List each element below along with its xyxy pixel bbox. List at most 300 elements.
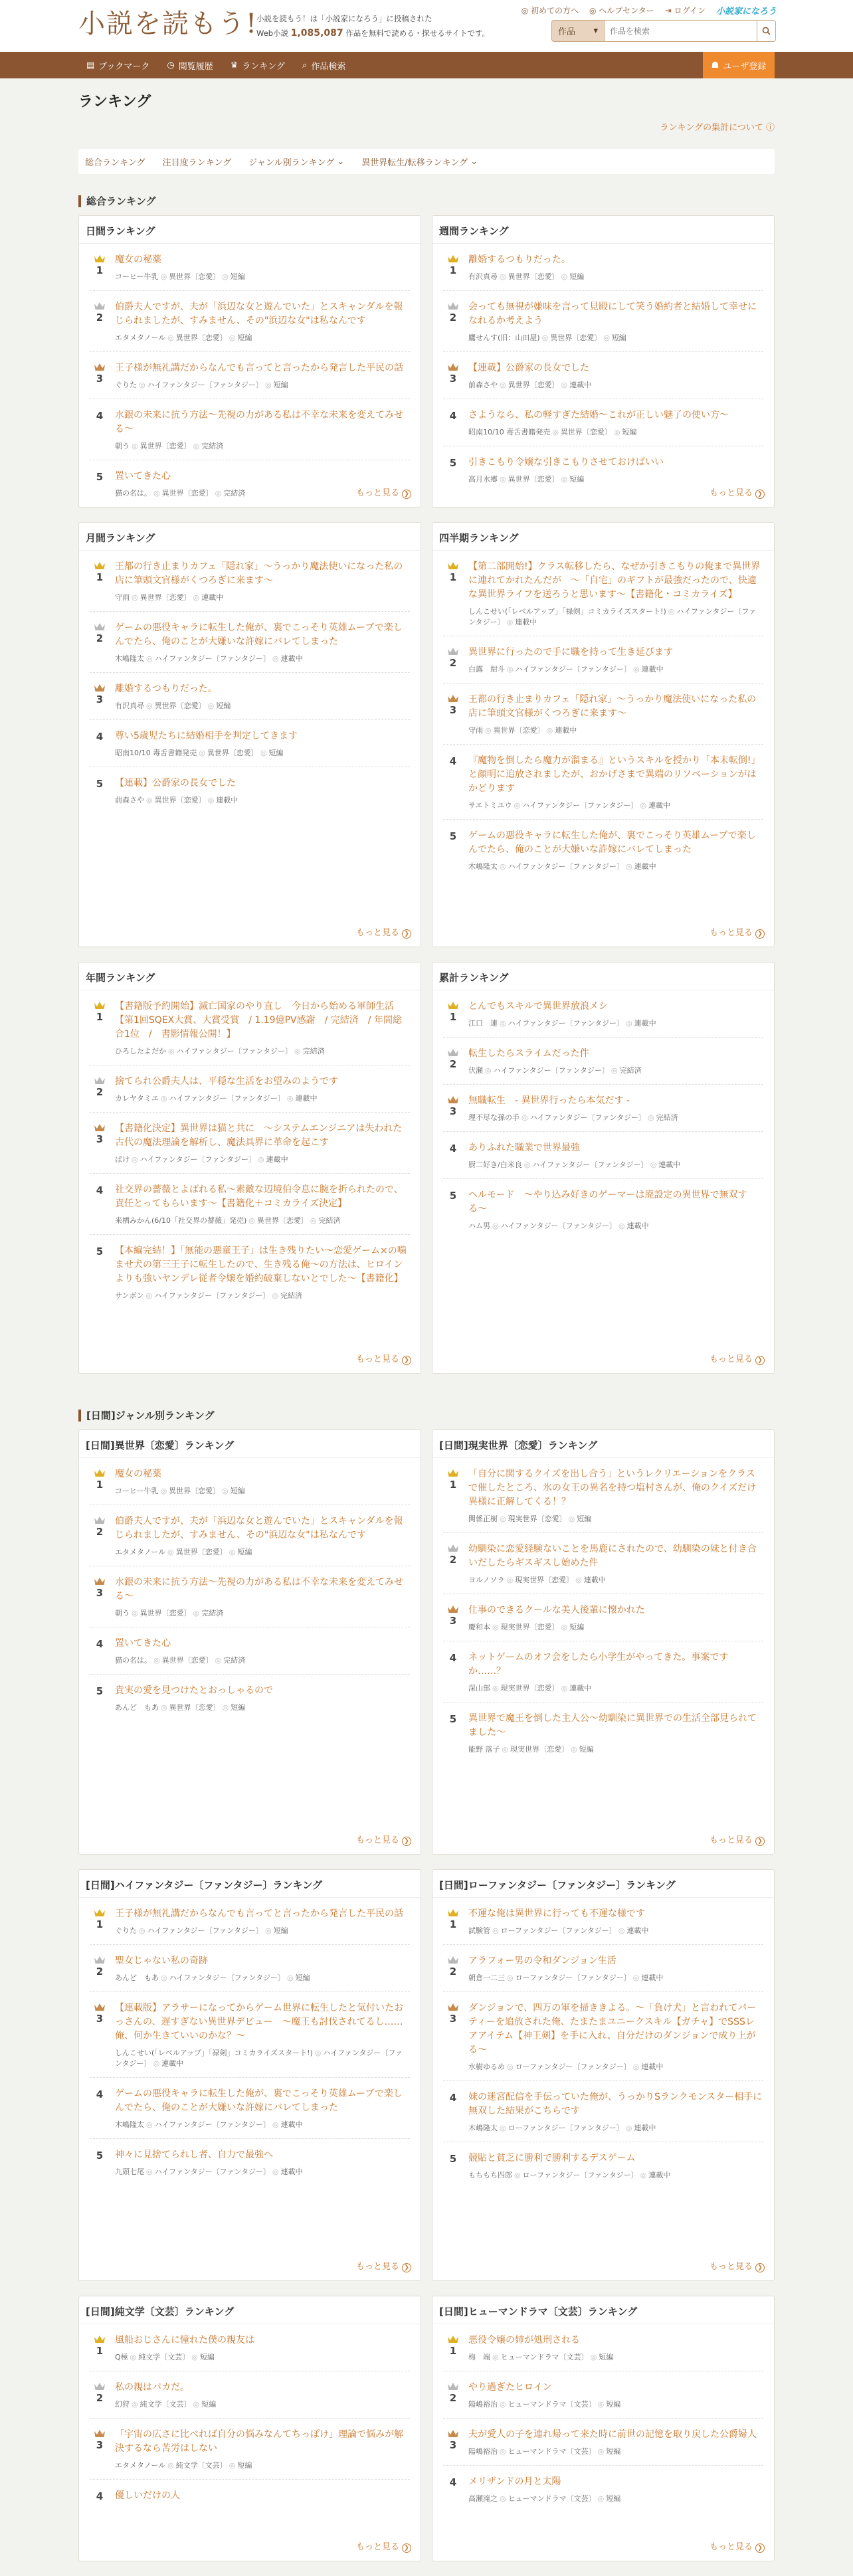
novel-title-link[interactable]: 風船おじさんに憧れた僕の親友は [115,2335,254,2346]
author-name[interactable]: 守雨 [468,726,483,735]
list-item [443,399,763,446]
rank-badge: 2 [90,1954,110,1983]
chevron-right-icon: ❯ [755,2543,765,2553]
ranking-list [432,2324,774,2512]
genre-label: ハイファンタジー〔ファンタジー〕 [468,607,757,626]
first-time-link[interactable]: ◎ 初めての方へ [521,6,579,15]
list-item [90,1945,410,1992]
author-name[interactable]: 昭南10/10 毒舌書籍発売 [468,428,551,436]
novel-title-link[interactable]: 伯爵夫人ですが、夫が「浜辺な女と遊んでいた」とスキャンダルを報じられましたが、すみません、その"浜辺な女"は私なんです [115,1516,403,1540]
filter-overall[interactable]: 総合ランキング [85,157,145,168]
genre-label: 異世界〔恋愛〕 [140,593,191,602]
novel-title-link[interactable]: ゲームの悪役キャラに転生した俺が、裏でこっそり英雄ムーブで楽しんでたら、俺のことが大嫌いな許嫁にバレてしまった [115,2088,403,2113]
rank-badge: 2 [443,2381,463,2410]
novel-title-link[interactable]: 魔女の秘薬 [115,254,161,265]
status-label: 完結済 [201,1609,224,1617]
author-name[interactable]: 鷹せんす(旧：山田屋) [468,333,540,342]
genre-label: 異世界〔恋愛〕 [169,1703,221,1712]
main-content [78,78,775,2576]
author-name[interactable]: 高瀬滝之 [468,2494,498,2503]
more-link[interactable]: もっと見る ❯ [347,1352,421,1373]
chevron-right-icon: ❯ [402,929,411,939]
more-link[interactable]: もっと見る ❯ [700,1352,774,1373]
novel-title-link[interactable]: 王子様が無礼講だからなんでも言ってと言ったから発言した平民の話 [115,1908,403,1919]
author-name[interactable]: 陽嶋裕治 [468,2447,498,2456]
crown-icon [94,1001,106,1010]
list-item [90,352,410,399]
novel-meta: 九頭七尾 ◎ ハイファンタジー〔ファンタジー〕 ◎ 連載中 [115,2167,303,2176]
rank-badge: 4 [449,2476,457,2488]
author-name[interactable]: 九頭七尾 [115,2167,144,2176]
author-name[interactable]: 理不尽な孫の手 [468,1113,520,1122]
more-link[interactable]: もっと見る ❯ [347,925,421,947]
novel-title-link[interactable]: 転生したらスライムだった件 [468,1048,589,1059]
novel-title-link[interactable]: 幼馴染に恋愛経験ないことを馬鹿にされたので、幼馴染の妹と付き合いだしたらギスギスし始めた件 [468,1544,757,1568]
author-name[interactable]: 能野 落子 [468,1745,500,1754]
status-label: 完結済 [201,442,224,450]
list-item [90,990,410,1065]
rank-badge: 5 [449,457,457,469]
rank-badge: 2 [443,1954,463,1983]
author-name[interactable]: 梅 端 [468,2353,490,2361]
list-item [90,1113,410,1174]
narou-brand-logo[interactable]: 小説家になろう [715,7,777,17]
novel-title-link[interactable]: ヘルモード 〜やり込み好きのゲーマーは廃設定の異世界で無双する〜 [468,1190,747,1214]
crown-icon [447,2335,459,2344]
novel-meta: 有沢真尋 ◎ 異世界〔恋愛〕 ◎ 短編 [115,701,231,710]
novel-title-link[interactable]: 妹の迷宮配信を手伝っていた俺が、うっかりSランクモンスター相手に無双した結果がこちらです [468,2092,763,2116]
author-name[interactable]: サンボン [115,1291,144,1300]
novel-title-link[interactable]: 【書籍化決定】異世界は猫と共に 〜システムエンジニアは失われた古代の魔法理論を解析し、魔法具界に革命を起こす [115,1123,403,1148]
genre-label: 現実世界〔恋愛〕 [500,1684,559,1693]
novel-title-link[interactable]: 置いてきた心 [115,1638,171,1649]
novel-title-link[interactable]: 夫が愛人の子を連れ帰って来た時に前世の記憶を取り戻した公爵婦人 [468,2429,757,2440]
novel-meta: コーヒー牛乳 ◎ 異世界〔恋愛〕 ◎ 短編 [115,272,245,281]
author-name[interactable]: 木嶋隆太 [468,862,498,871]
rank-badge: 1 [443,560,463,628]
genre-label: ハイファンタジー〔ファンタジー〕 [154,2120,270,2129]
novel-title-link[interactable]: 異世界で魔王を倒した主人公〜幼馴染に異世界での生活全部見られてました〜 [468,1713,757,1738]
author-name[interactable]: コーヒー牛乳 [115,1487,159,1495]
genre-label: ヒューマンドラマ〔文芸〕 [508,2447,596,2456]
list-item [443,820,763,880]
list-item [443,1458,763,1533]
author-name[interactable]: 江口 連 [468,1019,498,1028]
status-label: 連載中 [658,1160,681,1169]
rank-badge: 1 [90,1000,110,1057]
genre-label: ハイファンタジー〔ファンタジー〕 [147,381,263,389]
more-link[interactable]: もっと見る ❯ [347,1833,421,1854]
novel-title-link[interactable]: 私の親はバカだ。 [115,2382,189,2393]
crown-icon [94,561,106,570]
crown-icon [447,1956,459,1964]
novel-title-link[interactable]: 仕事のできるクールな美人後輩に懐かれた [468,1605,645,1615]
chevron-right-icon: ❯ [755,929,765,939]
author-name[interactable]: 試験管 [468,1926,490,1935]
status-label: 短編 [569,1623,585,1631]
list-item [90,1505,410,1566]
author-name[interactable]: あんど もあ [115,1703,159,1712]
novel-title-link[interactable]: 『魔物を倒したら魔力が溜まる』というスキルを授かり「本末転倒!」と顔明に追放されましたが、おかげさまで異端のリソベーションがはかどります [468,755,761,794]
genre-label: ローファンタジー〔ファンタジー〕 [515,2063,631,2071]
novel-title-link[interactable]: 【本編完結！】「無能の悪童王子」は生き残りたい〜恋愛ゲーム×の噛ませ犬の第三王子に転生したので、生き残る俺〜の方法は、ヒロインよりも強いヤンデレ従者令嬢を婚約破棄しないとでした〜【書籍化】 [115,1245,407,1284]
author-name[interactable]: エタメタノール [115,2461,166,2470]
status-label: 短編 [611,333,626,342]
author-name[interactable]: 深山部 [468,1684,490,1693]
nav-history[interactable]: ◷ 閲覧履歴 [167,60,213,72]
novel-meta: 守雨 ◎ 異世界〔恋愛〕 ◎ 連載中 [468,726,577,735]
list-item [90,2139,410,2185]
novel-title-link[interactable]: 【連載】公爵家の長女でした [115,778,236,788]
novel-title-link[interactable]: 尊い5歳児たちに結婚相手を判定してきます [115,731,298,741]
ranking-card [78,2296,421,2561]
novel-meta: ヨルノソラ ◎ 現実世界〔恋愛〕 ◎ 連載中 [468,1576,606,1584]
author-name[interactable]: ひろしたよだか [115,1047,166,1056]
novel-title-link[interactable]: 貴実の愛を見つけたとおっしゃるので [115,1685,273,1696]
novel-title-link[interactable]: 優しいだけの人 [115,2490,180,2501]
status-label: 完結済 [619,1066,642,1075]
novel-meta: ぱけ ◎ ハイファンタジー〔ファンタジー〕 ◎ 連載中 [115,1155,288,1164]
list-item [90,1065,410,1113]
author-name[interactable]: Q極 [115,2353,128,2361]
bookmark-icon: ▤ [86,60,95,70]
crown-icon [447,1544,459,1552]
novel-title-link[interactable]: 離婚するつもりだった。 [115,684,217,694]
author-name[interactable]: 昭南10/10 毒舌書籍発売 [115,749,197,757]
novel-title-link[interactable]: 王都の行き止まりカフェ「隠れ家」〜うっかり魔法使いになった私の店に筆頭文官様がくつろぎに来ます〜 [115,561,403,586]
ranking-list [79,1458,421,1721]
novel-title-link[interactable]: 【連載版】アラサーになってからゲーム世界に転生したと気付いたおっさんの、遅すぎない異世界デビュー 〜魔王も討伐されてるし……俺、何か生きていいのかな？〜 [115,2003,403,2041]
status-label: 完結済 [318,1216,341,1225]
crown-icon [447,1908,459,1917]
more-link[interactable]: もっと見る ❯ [700,2539,774,2561]
more-link[interactable]: もっと見る ❯ [347,486,421,507]
novel-title-link[interactable]: メリザンドの月と太陽 [468,2476,561,2487]
author-name[interactable]: 木嶋隆太 [468,2124,498,2132]
nav-ranking[interactable]: ♛ ランキング [230,60,286,72]
nav-bookmark[interactable]: ▤ ブックマーク [86,60,150,72]
card-title: [日間]純文学〔文芸〕ランキング [79,2296,421,2324]
ranking-card [432,962,775,1374]
search-type-select[interactable]: 作品 ▾ [551,20,605,42]
rank-badge: 1 [90,1907,110,1936]
rank-badge: 4 [96,2088,104,2100]
site-logo[interactable]: 小説を読もう! [78,9,258,39]
author-name[interactable]: 朝倉一二三 [468,1974,505,1982]
more-link[interactable]: もっと見る ❯ [700,1833,774,1854]
crown-icon [94,1577,106,1586]
status-label: 短編 [231,1703,246,1712]
author-name[interactable]: もちもち四郎 [468,2171,512,2179]
novel-title-link[interactable]: ネットゲームのオフ会をしたら小学生がやってきた。事案ですか……？ [468,1652,729,1677]
rank-badge: 3 [90,682,110,711]
author-name[interactable]: 朝う [115,1609,130,1617]
genre-label: ハイファンタジー〔ファンタジー〕 [508,862,624,871]
author-name[interactable]: 慶和本 [468,1623,490,1631]
author-name[interactable]: ヨルノソラ [468,1576,505,1584]
novel-meta: もちもち四郎 ◎ ローファンタジー〔ファンタジー〕 ◎ 連載中 [468,2171,671,2179]
author-name[interactable]: 有沢真尋 [468,272,498,281]
rank-badge: 4 [96,1638,104,1650]
crown-icon [447,1095,459,1104]
author-name[interactable]: あんど もあ [115,1974,159,1982]
novel-meta: 前森さや ◎ 異世界〔恋愛〕 ◎ 連載中 [115,796,238,804]
novel-meta: ぐりた ◎ ハイファンタジー〔ファンタジー〕 ◎ 短編 [115,1926,288,1935]
genre-label: 異世界〔恋愛〕 [169,1487,221,1495]
author-name[interactable]: 木嶋隆太 [115,654,144,663]
status-label: 連載中 [634,2124,656,2132]
author-name[interactable]: カレヤタミエ [115,1094,159,1103]
genre-label: 純文学〔文芸〕 [138,2353,190,2361]
author-name[interactable]: エタメタノール [115,333,166,342]
crown-icon [447,302,459,310]
novel-title-link[interactable]: アラフォー男の令和ダンジョン生活 [468,1956,616,1966]
novel-title-link[interactable]: 【連載】公爵家の長女でした [468,363,589,373]
novel-title-link[interactable]: 魔女の秘薬 [115,1469,161,1479]
crown-icon [447,694,459,703]
rank-badge: 3 [443,2428,463,2457]
author-name[interactable]: 前森さや [468,381,498,389]
novel-meta: 昭南10/10 毒舌書籍発売 ◎ 異世界〔恋愛〕 ◎ 短編 [115,749,284,757]
novel-meta: 幻狩 ◎ 純文学〔文芸〕 ◎ 短編 [115,2400,217,2409]
author-name[interactable]: 高月水郷 [468,475,498,484]
novel-title-link[interactable]: 引きこもり令嬢な引きこもりさせておけばいい [468,457,664,468]
novel-meta: あんど もあ ◎ 異世界〔恋愛〕 ◎ 短編 [115,1703,246,1712]
search-bar [551,20,776,42]
novel-title-link[interactable]: 王子様が無礼講だからなんでも言ってと言ったから発言した平民の話 [115,363,403,373]
status-label: 連載中 [641,665,664,674]
genre-label: ローファンタジー〔ファンタジー〕 [508,2124,624,2132]
ranking-list [79,244,421,507]
crown-icon [447,561,459,570]
card-grid [78,1429,775,2576]
novel-title-link[interactable]: 「宇宙の広さに比べれば自分の悩みなんてちっぽけ」理論で悩みが解決するなら苦労はしない [115,2429,403,2454]
novel-title-link[interactable]: 置いてきた心 [115,471,171,482]
author-name[interactable]: サエトミユウ [468,801,512,810]
crown-icon [447,254,459,263]
ranking-card [432,522,775,947]
nav-search[interactable]: ⌕ 作品検索 [302,60,346,72]
status-label: 短編 [569,475,585,484]
novel-meta: エタメタノール ◎ 異世界〔恋愛〕 ◎ 短編 [115,1548,252,1556]
rank-badge: 1 [90,253,110,282]
novel-title-link[interactable]: 神々に見捨てられし者、自力で最強へ [115,2150,273,2160]
rank-badge: 1 [90,560,110,603]
author-name[interactable]: 木嶋隆太 [115,2120,144,2129]
status-label: 連載中 [266,1155,288,1164]
novel-title-link[interactable]: 「自分に関するクイズを出し合う」というレクリエーションをクラスで催したところ、氷の女王の異名を持つ塩村さんが、俺のクイズだけ異様に正解してくる！？ [468,1469,757,1507]
genre-label: ハイファンタジー〔ファンタジー〕 [515,665,631,674]
filter-attention[interactable]: 注目度ランキング [162,157,232,168]
card-grid [78,215,775,1388]
novel-title-link[interactable]: 悪役令嬢の姉が処刑される [468,2335,580,2346]
novel-meta: 深山部 ◎ 現実世界〔恋愛〕 ◎ 連載中 [468,1684,592,1693]
novel-title-link[interactable]: ゲームの悪役キャラに転生した俺が、裏でこっそり英雄ムーブで楽しんでたら、俺のことが大嫌いな許嫁にバレてしまった [468,830,756,855]
novel-title-link[interactable]: さようなら、私の軽すぎた結婚〜これが正しい魅了の使い方〜 [468,410,729,420]
more-link[interactable]: もっと見る ❯ [700,925,774,947]
novel-meta: しんこせい(「レベルアップ」「禄剣」コミカライズスタート!) ◎ ハイファンタジー〔ファンタジー〕 ◎ 連載中 [468,607,757,626]
register-button[interactable]: ☗ ユーザ登録 [703,52,775,78]
site-tagline: 小説を読もう！は「小説家になろう」に投稿された Web小説 1,085,087 作品を無料で読める・探せるサイトです。 [256,14,490,39]
author-name[interactable]: 来栖みかん(6/10「社交界の薔薇」発売) [115,1216,247,1225]
novel-title-link[interactable]: 水銀の未来に抗う方法〜先視の力がある私は不幸な未来を変えてみせる〜 [115,1577,403,1602]
novel-title-link[interactable]: やり過ぎたヒロイン [468,2382,552,2393]
novel-meta: 来栖みかん(6/10「社交界の薔薇」発売) ◎ 異世界〔恋愛〕 ◎ 完結済 [115,1216,341,1225]
author-name[interactable]: ぐりた [115,1926,137,1935]
chevron-right-icon: ❯ [755,1837,765,1846]
status-label: 連載中 [641,1974,664,1982]
author-name[interactable]: 猫の名は。 [115,489,151,498]
novel-meta: 前森さや ◎ 異世界〔恋愛〕 ◎ 連載中 [468,381,592,389]
list-item [443,1641,763,1702]
novel-title-link[interactable]: ありふれた職業で世界最強 [468,1143,580,1153]
author-name[interactable]: 幻狩 [115,2400,130,2409]
author-name[interactable]: 陽嶋裕治 [468,2400,498,2409]
genre-label: 異世界〔恋愛〕 [508,475,559,484]
novel-meta: 陽嶋裕治 ◎ ヒューマンドラマ〔文芸〕 ◎ 短編 [468,2400,621,2409]
list-item [443,1898,763,1945]
list-item [90,1898,410,1945]
ranking-filter-bar [78,149,775,174]
author-name[interactable]: しんこせい(「レベルアップ」「禄剣」コミカライズスタート!) [115,2049,313,2057]
author-name[interactable]: コーヒー牛乳 [115,272,159,281]
novel-title-link[interactable]: 競貼と貧乏に勝利で勝利するデスゲーム [468,2153,636,2163]
crown-icon [94,1123,106,1132]
author-name[interactable]: 白露 紺斗 [468,665,505,674]
more-link[interactable]: もっと見る ❯ [700,486,774,507]
author-name[interactable]: 有沢真尋 [115,701,144,710]
list-item [443,1085,763,1132]
author-name[interactable]: 伏瀬 [468,1066,483,1075]
list-item [443,1533,763,1594]
ranking-card [78,1869,421,2281]
author-name[interactable]: エタメタノール [115,1548,166,1556]
genre-label: 異世界〔恋愛〕 [207,749,258,757]
filter-isekai[interactable]: 異世界転生/転移ランキング ⌄ [361,156,478,168]
chevron-down-icon: ⌄ [337,156,345,167]
novel-title-link[interactable]: ゲームの悪役キャラに転生した俺が、裏でこっそり英雄ムーブで楽しんでたら、俺のことが大嫌いな許嫁にバレてしまった [115,622,403,647]
list-item [90,1566,410,1627]
status-label: 連載中 [569,1684,592,1693]
author-name[interactable]: 守雨 [115,593,130,602]
novel-title-link[interactable]: ダンジョンで、四万の軍を掃ききよる。〜「負け犬」と言われてパーティーを追放された俺、たまたまユニークスキル【ガチャ】でSSSレアアイテム【神王剣】を手に入れ、自分だけのダンジョンで成り上がる〜 [468,2003,757,2055]
card-title: [日間]ハイファンタジー〔ファンタジー〕ランキング [79,1870,421,1898]
rank-badge: 2 [90,1075,110,1104]
author-name[interactable]: 前森さや [115,796,144,804]
author-name[interactable]: 厨二好き/白米良 [468,1160,522,1169]
genre-label: ヒューマンドラマ〔文芸〕 [508,2494,596,2503]
author-name[interactable]: 関係正樹 [468,1515,498,1523]
rank-badge: 1 [443,1907,463,1936]
crown-icon [447,363,459,371]
ranking-list [432,551,774,880]
rank-badge: 4 [449,1143,457,1154]
novel-title-link[interactable]: 不運な俺は異世界に行っても不運な様です [468,1908,645,1919]
novel-title-link[interactable]: 王都の行き止まりカフェ「隠れ家」〜うっかり魔法使いになった私の店に筆頭文官様がくつろぎに来ます〜 [468,694,757,719]
list-item [443,1702,763,1763]
rank-badge: 3 [90,1576,110,1619]
filter-genre[interactable]: ジャンル別ランキング ⌄ [248,156,345,168]
list-item [443,1038,763,1085]
novel-title-link[interactable]: 【第二部開始!】クラス転移したら、なぜか引きこもりの俺まで異世界に連れてかれたんだが 〜「自宅」のギフトが最強だったので、快適な異世界ライフを送ろうと思います〜【書籍化・コミカライズ】 [468,561,761,600]
author-name[interactable]: ぱけ [115,1155,130,1164]
ranking-list [432,1458,774,1763]
author-name[interactable]: 朝う [115,442,130,450]
rank-badge: 1 [443,1467,463,1524]
ranking-about-link[interactable]: ランキングの集計について ⓘ [660,123,775,133]
novel-title-link[interactable]: 捨てられ公爵夫人は、平穏な生活をお望みのようです [115,1076,338,1087]
list-item [90,673,410,720]
novel-title-link[interactable]: 伯爵夫人ですが、夫が「浜辺な女と遊んでいた」とスキャンダルを報じられましたが、すみません、その"浜辺な女"は私なんです [115,302,403,326]
chevron-down-icon: ⌄ [470,156,478,167]
novel-meta: エタメタノール ◎ 純文学〔文芸〕 ◎ 短編 [115,2461,252,2470]
crown-icon [94,2335,106,2344]
list-item [443,352,763,399]
list-item [443,990,763,1038]
novel-meta: 朝う ◎ 異世界〔恋愛〕 ◎ 完結済 [115,1609,224,1617]
crown-icon [447,1605,459,1613]
author-name[interactable]: ぐりた [115,381,137,389]
more-link[interactable]: もっと見る ❯ [347,2539,421,2561]
genre-label: 異世界〔恋愛〕 [256,1216,308,1225]
novel-title-link[interactable]: 異世界に行ったので手に職を持って生き延びます [468,647,673,658]
author-name[interactable]: 猫の名は。 [115,1656,151,1665]
novel-title-link[interactable]: 聖女じゃない私の奇跡 [115,1956,208,1966]
list-item [443,2419,763,2466]
novel-meta: 能野 落子 ◎ 現実世界〔恋愛〕 ◎ 短編 [468,1745,594,1754]
author-name[interactable]: しんこせい(「レベルアップ」「禄剣」コミカライズスタート!) [468,607,666,616]
search-input[interactable] [605,20,757,42]
novel-meta: 木嶋隆太 ◎ ハイファンタジー〔ファンタジー〕 ◎ 連載中 [115,654,303,663]
list-item [443,2466,763,2512]
genre-label: 異世界〔恋愛〕 [493,726,545,735]
novel-meta: しんこせい(「レベルアップ」「禄剣」コミカライズスタート!) ◎ ハイファンタジー〔ファンタジー〕 ◎ 連載中 [115,2049,403,2068]
chevron-down-icon: ▾ [593,26,598,36]
search-button[interactable] [757,20,776,42]
help-center-link[interactable]: ◎ ヘルプセンター [589,6,654,15]
status-label: 短編 [622,428,637,436]
status-label: 短編 [569,272,585,281]
rank-badge: 5 [96,778,104,790]
crown-icon [94,254,106,263]
novel-title-link[interactable]: とんでもスキルで異世界放浪メシ [468,1001,608,1012]
status-label: 連載中 [626,1926,649,1935]
status-label: 短編 [230,1487,245,1495]
novel-title-link[interactable]: 離婚するつもりだった。 [468,254,571,265]
crown-icon [94,1956,106,1964]
novel-title-link[interactable]: 社交界の薔薇とよばれる私〜素敵な辺境伯令息に腕を折られたので、責任とってもらいます〜【書籍化＋コミカライズ決定】 [115,1184,403,1209]
login-link[interactable]: ⇥ ログイン [664,6,706,15]
rank-badge: 3 [443,693,463,736]
novel-title-link[interactable]: 会っても無視が嫌味を言って見殿にして笑う婚約者と結婚して幸せになれるか考えよう [468,302,757,326]
novel-title-link[interactable]: 無職転生 - 異世界行ったら本気だす - [468,1095,630,1106]
ranking-card [78,522,421,947]
author-name[interactable]: ハム男 [468,1222,490,1230]
ranking-card [78,962,421,1374]
author-name[interactable]: 水樹ゆるめ [468,2063,505,2071]
status-label: 短編 [606,2494,621,2503]
crown-icon: ♛ [230,60,238,70]
novel-title-link[interactable]: 【書籍版予約開始】滅亡国家のやり直し 今日から始める軍師生活【第1回SQEX大賞、大賞受賞 / 1.19億PV感謝 / 完結済 / 年間総合1位 / 書影情報公開！】 [115,1001,402,1040]
list-item [443,1945,763,1992]
genre-label: ハイファンタジー〔ファンタジー〕 [529,1113,646,1122]
more-link[interactable]: もっと見る ❯ [347,2259,421,2280]
status-label: 連載中 [280,2120,303,2129]
novel-title-link[interactable]: 水銀の未来に抗う方法〜先視の力がある私は不幸な未来を変えてみせる〜 [115,410,403,434]
more-link[interactable]: もっと見る ❯ [700,2259,774,2280]
rank-badge: 1 [443,1000,463,1029]
status-label: 短編 [237,333,252,342]
